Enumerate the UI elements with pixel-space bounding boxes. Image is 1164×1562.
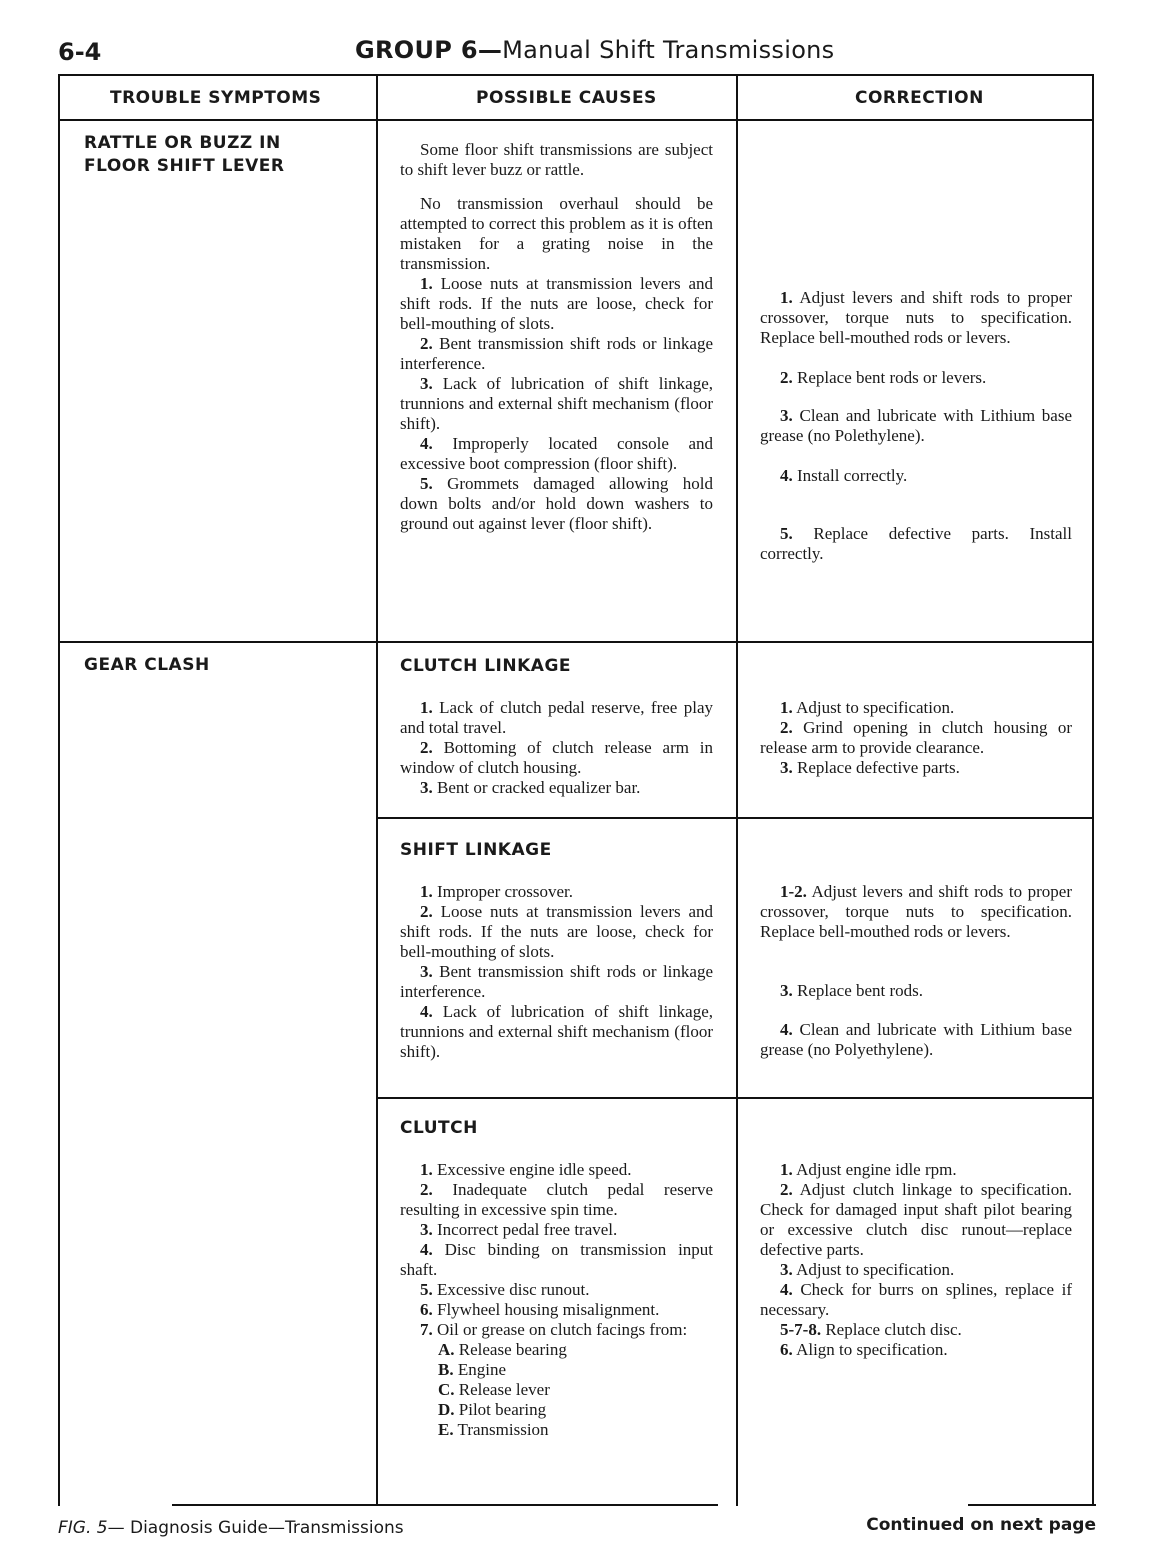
cause-item: 2. Bent transmission shift rods or linkage interference.	[400, 334, 713, 373]
symptom-gear-clash: GEAR CLASH	[84, 655, 210, 675]
cause-item: 3. Lack of lubrication of shift linkage, trunnions and external shift mechanism (floor shift).	[400, 374, 714, 433]
cause-item: 2. Bottoming of clutch release arm in window of clutch housing.	[400, 738, 714, 777]
cause-item: 4. Disc binding on transmission input shaft.	[400, 1240, 714, 1279]
intro-text: No transmission overhaul should be attempted to correct this problem as it is often mistaken for a grating noise in the transmission.	[400, 194, 713, 273]
symptom-rattle	[84, 132, 364, 178]
correction-item: 3. Clean and lubricate with Lithium base grease (no Polethylene).	[760, 406, 1073, 445]
correction-item: 2. Grind opening in clutch housing or release arm to provide clearance.	[760, 718, 1072, 757]
cause-item: 1. Excessive engine idle speed.	[420, 1160, 632, 1179]
figure-caption	[58, 1518, 404, 1538]
correction-item: 4. Check for burrs on splines, replace if necessary.	[760, 1280, 1072, 1319]
correction-item: 6. Align to specification.	[780, 1340, 948, 1359]
group-title: Manual Shift Transmissions	[502, 36, 835, 64]
causes-clutch-linkage	[400, 698, 713, 798]
cause-item: 3. Bent transmission shift rods or linkage interference.	[400, 962, 713, 1001]
row-divider	[376, 1097, 1092, 1099]
source-item: D. Pilot bearing	[438, 1400, 547, 1419]
cause-item: 2. Inadequate clutch pedal reserve resulting in excessive spin time.	[400, 1180, 713, 1219]
cause-item: 4. Lack of lubrication of shift linkage, trunnions and external shift mechanism (floor shift).	[400, 1002, 714, 1061]
diagnosis-table	[58, 74, 1094, 1506]
causes-clutch	[400, 1160, 713, 1440]
correction-item: 3. Adjust to specification.	[780, 1260, 955, 1279]
column-header-symptoms: TROUBLE SYMPTOMS	[110, 88, 322, 108]
column-header-causes: POSSIBLE CAUSES	[476, 88, 657, 108]
header-divider	[60, 119, 1092, 121]
figure-caption-text: — Diagnosis Guide—Transmissions	[107, 1518, 404, 1538]
section-heading-shift-linkage: SHIFT LINKAGE	[400, 840, 552, 860]
row-divider	[60, 641, 1092, 643]
correction-item: 1. Adjust levers and shift rods to proper crossover, torque nuts to specification. Replace bell-mouthed rods or levers.	[760, 288, 1072, 347]
cause-item: 1. Loose nuts at transmission levers and shift rods. If the nuts are loose, check for bell-mouthing of slots.	[400, 274, 713, 333]
symptom-line: FLOOR SHIFT LEVER	[84, 156, 285, 176]
correction-item: 3. Replace defective parts.	[780, 758, 960, 777]
source-item: C. Release lever	[438, 1380, 550, 1399]
symptom-line: RATTLE OR BUZZ IN	[84, 133, 281, 153]
section-heading-clutch: CLUTCH	[400, 1118, 478, 1138]
cause-item: 3. Bent or cracked equalizer bar.	[420, 778, 641, 797]
column-divider	[376, 76, 378, 1506]
figure-number: FIG. 5	[58, 1518, 108, 1538]
group-label: GROUP 6—	[355, 36, 503, 64]
causes-rattle	[400, 140, 713, 534]
row-divider	[376, 817, 1092, 819]
correction-item: 1-2. Adjust levers and shift rods to proper crossover, torque nuts to specification. Replace bell-mouthed rods or levers.	[760, 882, 1072, 941]
correction-item: 4. Clean and lubricate with Lithium base grease (no Polyethylene).	[760, 1020, 1073, 1059]
cause-item: 1. Improper crossover.	[420, 882, 573, 901]
cause-item: 7. Oil or grease on clutch facings from:	[420, 1320, 688, 1339]
page-number: 6-4	[58, 38, 102, 66]
source-item: E. Transmission	[438, 1420, 549, 1439]
correction-item: 3. Replace bent rods.	[780, 981, 924, 1000]
section-heading-clutch-linkage: CLUTCH LINKAGE	[400, 656, 572, 676]
intro-text: Some floor shift transmissions are subject to shift lever buzz or rattle.	[400, 140, 713, 179]
cause-item: 5. Excessive disc runout.	[420, 1280, 590, 1299]
bottom-rule	[172, 1504, 718, 1506]
cause-item: 3. Incorrect pedal free travel.	[420, 1220, 618, 1239]
corrections-clutch	[760, 1160, 1072, 1360]
correction-item: 1. Adjust to specification.	[780, 698, 955, 717]
cause-item: 5. Grommets damaged allowing hold down bolts and/or hold down washers to ground out against lever (floor shift).	[400, 474, 714, 533]
correction-item: 5. Replace defective parts. Install correctly.	[760, 524, 1072, 563]
corrections-clutch-linkage	[760, 698, 1072, 778]
cause-item: 4. Improperly located console and excessive boot compression (floor shift).	[400, 434, 713, 473]
causes-shift-linkage	[400, 882, 713, 1062]
bottom-rule	[968, 1504, 1096, 1506]
correction-item: 1. Adjust engine idle rpm.	[780, 1160, 957, 1179]
continued-note: Continued on next page	[866, 1515, 1096, 1535]
correction-item: 2. Replace bent rods or levers.	[780, 368, 987, 387]
correction-item: 2. Adjust clutch linkage to specification. Check for damaged input shaft pilot bearing or excessive clutch disc runout—replace defective parts.	[760, 1180, 1072, 1259]
source-item: B. Engine	[438, 1360, 506, 1379]
cause-item: 2. Loose nuts at transmission levers and shift rods. If the nuts are loose, check for bell-mouthing of slots.	[400, 902, 713, 961]
column-divider	[736, 76, 738, 1506]
column-header-correction: CORRECTION	[855, 88, 984, 108]
source-item: A. Release bearing	[438, 1340, 567, 1359]
page-title	[355, 36, 835, 64]
cause-item: 1. Lack of clutch pedal reserve, free play and total travel.	[400, 698, 714, 737]
correction-item: 5-7-8. Replace clutch disc.	[780, 1320, 962, 1339]
cause-item: 6. Flywheel housing misalignment.	[420, 1300, 660, 1319]
correction-item: 4. Install correctly.	[780, 466, 908, 485]
